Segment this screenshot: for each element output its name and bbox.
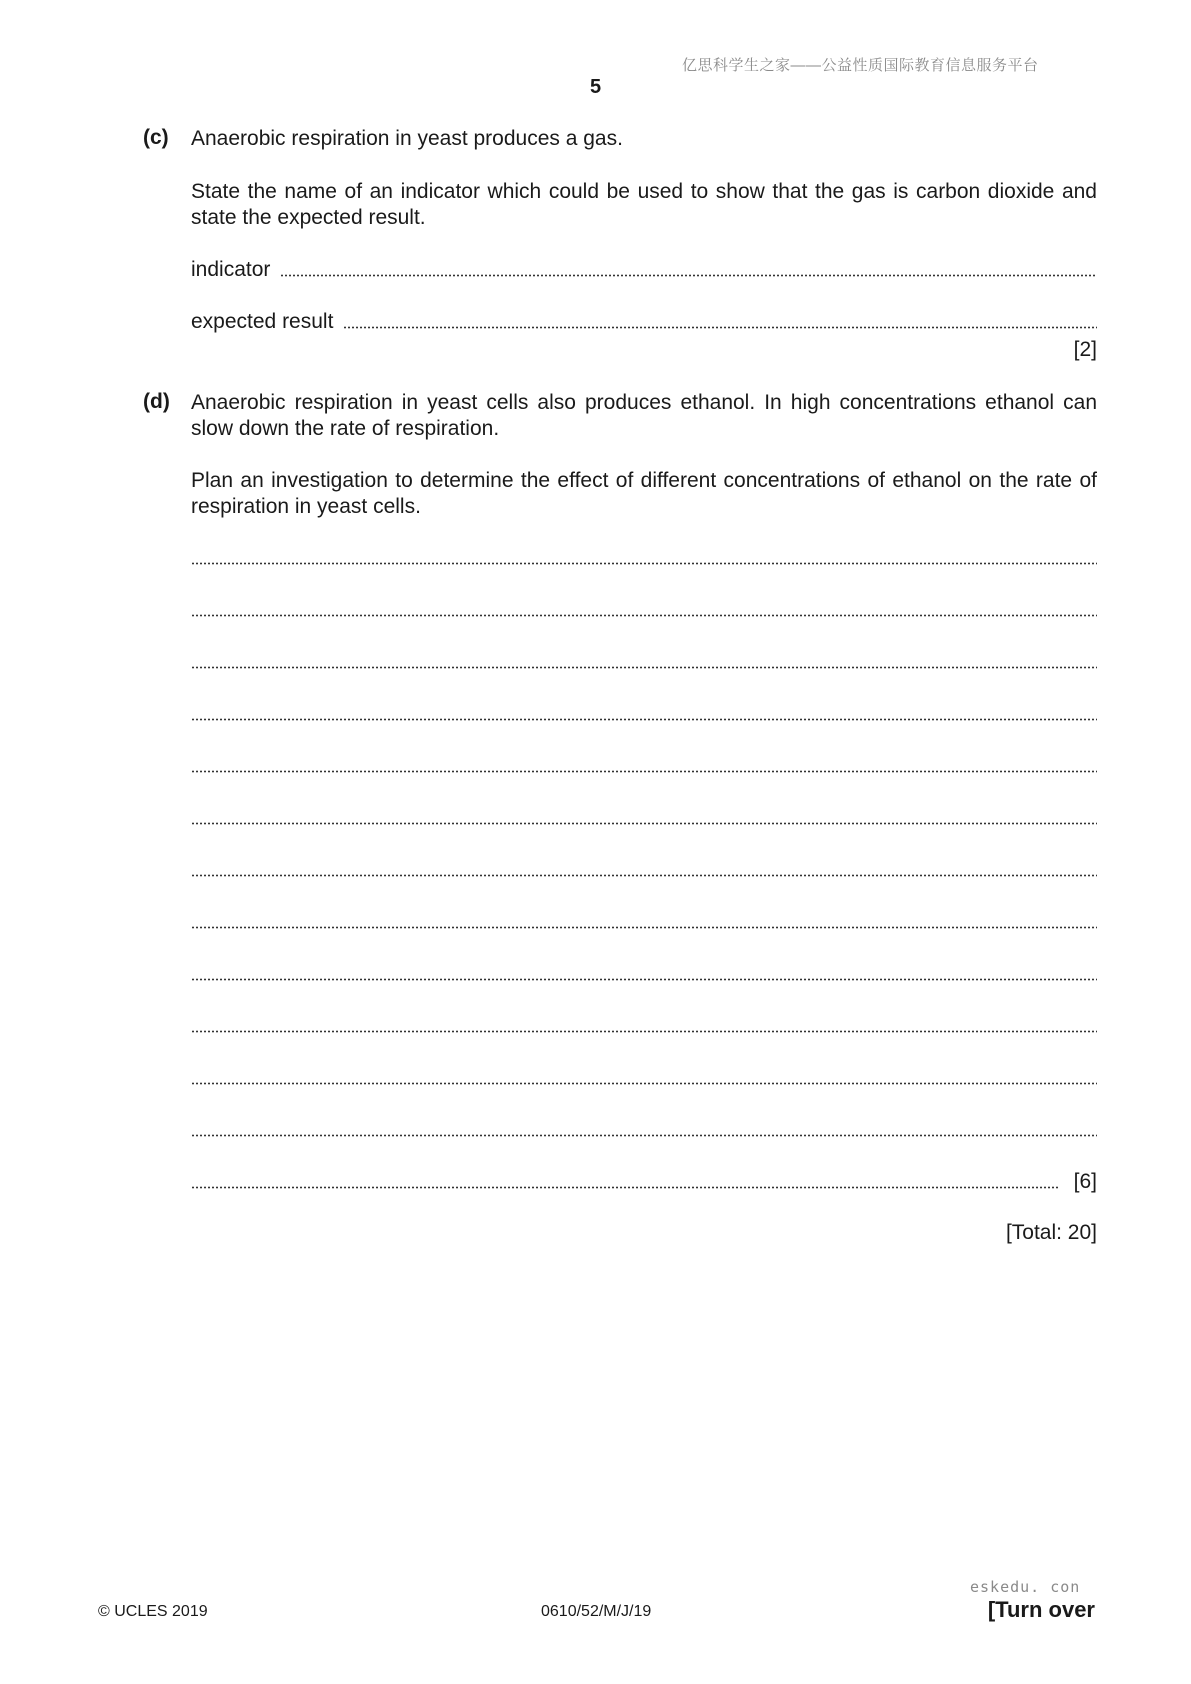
question-c-instruction: State the name of an indicator which could be used to show that the gas is carbon dioxide and state the expected result. (191, 180, 1097, 229)
page-number: 5 (589, 76, 602, 98)
watermark-text: 亿思科学生之家——公益性质国际教育信息服务平台 (682, 57, 1039, 74)
answer-line[interactable] (191, 805, 1097, 831)
dotted-line (191, 770, 1097, 773)
answer-line-last[interactable] (191, 1169, 1097, 1195)
dotted-line (191, 822, 1097, 825)
answer-line[interactable] (191, 857, 1097, 883)
question-d-marks: [6] (1073, 1170, 1097, 1193)
dotted-line (191, 562, 1097, 565)
indicator-answer-line[interactable] (191, 257, 1097, 283)
answer-line[interactable] (191, 649, 1097, 675)
expected-result-answer-line[interactable] (191, 309, 1097, 335)
answer-line[interactable] (191, 1013, 1097, 1039)
answer-line[interactable] (191, 909, 1097, 935)
dotted-line (191, 1186, 1060, 1189)
answer-line[interactable] (191, 545, 1097, 571)
dotted-line (191, 666, 1097, 669)
question-d-intro: Anaerobic respiration in yeast cells also produces ethanol. In high concentrations ethanol can slow down the rate of respiration. (191, 391, 1097, 440)
answer-line[interactable] (191, 961, 1097, 987)
dotted-line (191, 1134, 1097, 1137)
turn-over: [Turn over (987, 1597, 1095, 1622)
site-watermark: eskedu. con (970, 1578, 1081, 1596)
answer-line[interactable] (191, 1117, 1097, 1143)
dotted-line (280, 274, 1097, 277)
answer-line[interactable] (191, 701, 1097, 727)
total-marks: [Total: 20] (1005, 1221, 1097, 1244)
answer-line[interactable] (191, 1065, 1097, 1091)
dotted-line (191, 874, 1097, 877)
copyright: © UCLES 2019 (98, 1603, 208, 1620)
expected-result-label: expected result (191, 310, 334, 333)
dotted-line (191, 614, 1097, 617)
dotted-line (191, 978, 1097, 981)
question-c-intro: Anaerobic respiration in yeast produces a gas. (191, 127, 623, 150)
dotted-line (191, 1082, 1097, 1085)
dotted-line (191, 1030, 1097, 1033)
question-d-label: (d) (143, 390, 170, 413)
question-d-instruction: Plan an investigation to determine the effect of different concentrations of ethanol on the rate of respiration in yeast cells. (191, 469, 1097, 518)
dotted-line (191, 718, 1097, 721)
answer-line[interactable] (191, 597, 1097, 623)
indicator-label: indicator (191, 258, 271, 281)
paper-code: 0610/52/M/J/19 (541, 1603, 652, 1620)
question-c-label: (c) (143, 126, 169, 149)
answer-line[interactable] (191, 753, 1097, 779)
dotted-line (191, 926, 1097, 929)
question-c-marks: [2] (1073, 338, 1097, 361)
dotted-line (343, 326, 1097, 329)
